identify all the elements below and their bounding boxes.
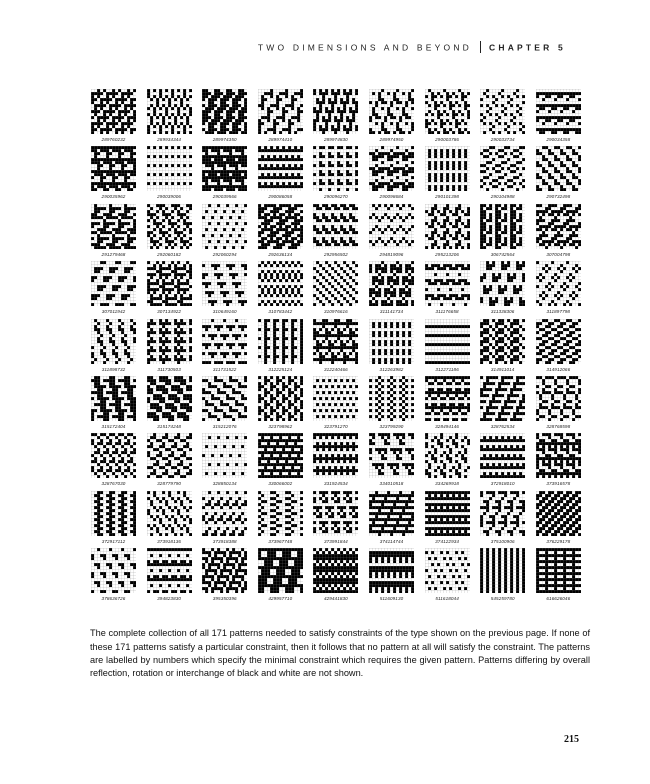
pattern-tile (368, 89, 415, 142)
pattern-tile (257, 376, 304, 429)
pattern-image (313, 204, 358, 249)
pattern-image (313, 89, 358, 134)
pattern-image (536, 204, 581, 249)
pattern-tile (312, 261, 359, 314)
pattern-image (480, 261, 525, 306)
pattern-image (91, 376, 136, 421)
pattern-tile (479, 433, 526, 486)
pattern-tile (368, 146, 415, 199)
pattern-image (147, 433, 192, 478)
pattern-label: 292060294 (212, 251, 237, 257)
pattern-tile (201, 376, 248, 429)
pattern-label: 314911014 (490, 366, 515, 372)
pattern-label: 307004798 (546, 251, 571, 257)
pattern-grid (90, 89, 589, 607)
pattern-tile (201, 491, 248, 544)
pattern-label: 311730503 (157, 366, 181, 372)
pattern-image (480, 548, 525, 593)
pattern-image (258, 548, 303, 593)
pattern-image (369, 204, 414, 249)
chapter-label: CHAPTER 5 (489, 42, 566, 53)
pattern-tile (479, 319, 526, 372)
pattern-tile (146, 319, 193, 372)
pattern-label: 616626046 (546, 596, 571, 602)
pattern-tile (201, 261, 248, 314)
header-divider (480, 41, 481, 53)
pattern-tile (424, 491, 471, 544)
pattern-image (258, 376, 303, 421)
pattern-image (202, 146, 247, 191)
pattern-tile (368, 376, 415, 429)
pattern-tile (90, 433, 137, 486)
pattern-tile (479, 491, 526, 544)
pattern-label: 334010518 (379, 481, 404, 487)
pattern-tile (312, 548, 359, 601)
pattern-tile (312, 204, 359, 257)
pattern-label: 374114744 (379, 538, 404, 544)
pattern-label: 315212076 (212, 424, 237, 429)
pattern-image (91, 146, 136, 191)
pattern-tile (257, 433, 304, 486)
pattern-label: 290104988 (490, 194, 515, 200)
pattern-label: 373918136 (157, 538, 182, 544)
pattern-tile (201, 204, 248, 257)
pattern-image (202, 204, 247, 249)
pattern-image (91, 491, 136, 536)
pattern-tile (479, 261, 526, 314)
pattern-tile (146, 204, 193, 257)
pattern-label: 323799290 (379, 424, 404, 429)
pattern-image (91, 319, 136, 364)
pattern-label: 306742564 (490, 251, 515, 257)
pattern-image (480, 319, 525, 364)
pattern-image (313, 261, 358, 306)
pattern-label: 429441830 (323, 596, 348, 602)
pattern-tile (146, 376, 193, 429)
pattern-tile (146, 261, 193, 314)
pattern-label: 311338306 (490, 309, 515, 315)
pattern-tile (146, 433, 193, 486)
pattern-image (536, 491, 581, 536)
pattern-image (536, 433, 581, 478)
pattern-tile (257, 146, 304, 199)
pattern-image (536, 319, 581, 364)
pattern-label: 328779790 (157, 481, 182, 487)
pattern-label: 328768598 (546, 424, 571, 429)
pattern-label: 310976616 (323, 309, 348, 315)
pattern-image (425, 261, 470, 306)
pattern-label: 328762534 (490, 424, 515, 429)
pattern-image (147, 491, 192, 536)
pattern-image (480, 376, 525, 421)
pattern-label: 290086058 (268, 194, 293, 200)
pattern-image (147, 319, 192, 364)
pattern-image (202, 89, 247, 134)
pattern-image (91, 548, 136, 593)
pattern-image (202, 376, 247, 421)
pattern-tile (201, 319, 248, 372)
pattern-tile (312, 433, 359, 486)
pattern-tile (424, 548, 471, 601)
pattern-image (202, 433, 247, 478)
pattern-label: 289760232 (101, 137, 126, 142)
pattern-image (258, 146, 303, 191)
pattern-image (313, 491, 358, 536)
pattern-label: 545259780 (490, 596, 515, 602)
pattern-label: 289974950 (379, 137, 404, 142)
pattern-image (536, 146, 581, 191)
pattern-label: 292956502 (323, 251, 348, 257)
pattern-image (313, 433, 358, 478)
section-title: TWO DIMENSIONS AND BEYOND (257, 42, 473, 53)
pattern-image (425, 376, 470, 421)
pattern-image (147, 261, 192, 306)
pattern-image (91, 89, 136, 134)
running-head (258, 41, 566, 55)
pattern-image (369, 548, 414, 593)
figure-caption: The complete collection of all 171 patterns needed to satisfy constraints of the type shown on the previous page. If none of these 171 patterns satisfy a particular constraint, then it follows that no pattern at all will satisfy the constraint. The patterns are labelled by numbers which specify the minimal constraint which requires the given pattern. Patterns differing by overall reflection, rotation or interchange of black and white are not shown. (90, 628, 590, 679)
pattern-label: 375100906 (490, 538, 515, 544)
pattern-image (147, 146, 192, 191)
pattern-label: 289974410 (268, 137, 293, 142)
pattern-image (536, 548, 581, 593)
pattern-tile (424, 261, 471, 314)
pattern-image (313, 146, 358, 191)
pattern-label: 511618044 (435, 596, 459, 602)
pattern-label: 429957710 (268, 596, 293, 602)
pattern-tile (257, 491, 304, 544)
pattern-tile (146, 548, 193, 601)
pattern-tile (312, 319, 359, 372)
pattern-image (258, 89, 303, 134)
pattern-label: 376229178 (546, 538, 571, 544)
pattern-tile (424, 89, 471, 142)
pattern-label: 291279468 (101, 251, 126, 257)
pattern-tile (424, 433, 471, 486)
pattern-image (202, 491, 247, 536)
pattern-tile (146, 491, 193, 544)
pattern-image (147, 376, 192, 421)
pattern-image (202, 319, 247, 364)
pattern-tile (90, 376, 137, 429)
pattern-image (425, 146, 470, 191)
pattern-image (369, 146, 414, 191)
pattern-image (369, 319, 414, 364)
pattern-tile (424, 204, 471, 257)
pattern-tile (479, 146, 526, 199)
pattern-image (258, 204, 303, 249)
pattern-image (536, 376, 581, 421)
page-number: 215 (564, 734, 579, 745)
pattern-tile (535, 433, 582, 486)
pattern-image (369, 89, 414, 134)
pattern-tile (535, 261, 582, 314)
pattern-tile (201, 548, 248, 601)
pattern-label: 311176658 (435, 309, 459, 315)
pattern-label: 311141734 (379, 309, 404, 315)
pattern-label: 373916578 (546, 481, 571, 487)
pattern-label: 289974350 (212, 137, 237, 142)
pattern-tile (201, 89, 248, 142)
pattern-image (425, 89, 470, 134)
pattern-label: 314912066 (546, 366, 571, 372)
pattern-tile (479, 548, 526, 601)
pattern-label: 311897798 (546, 309, 571, 315)
pattern-label: 328494146 (435, 424, 460, 429)
pattern-image (202, 261, 247, 306)
pattern-label: 295213206 (435, 251, 460, 257)
pattern-image (369, 376, 414, 421)
pattern-tile (90, 146, 137, 199)
pattern-label: 378636726 (101, 596, 126, 602)
pattern-tile (424, 146, 471, 199)
pattern-label: 311731522 (212, 366, 237, 372)
pattern-tile (368, 548, 415, 601)
pattern-image (480, 89, 525, 134)
pattern-label: 511609130 (379, 596, 404, 602)
pattern-tile (535, 491, 582, 544)
pattern-tile (535, 89, 582, 142)
pattern-tile (368, 433, 415, 486)
pattern-tile (201, 433, 248, 486)
pattern-image (202, 548, 247, 593)
pattern-label: 307134922 (157, 309, 182, 315)
pattern-label: 290033734 (490, 137, 515, 142)
pattern-image (258, 261, 303, 306)
pattern-label: 290035962 (101, 194, 126, 200)
pattern-tile (90, 204, 137, 257)
pattern-label: 328850134 (212, 481, 237, 487)
pattern-label: 290096270 (323, 194, 348, 200)
pattern-tile (424, 376, 471, 429)
pattern-tile (424, 319, 471, 372)
pattern-tile (368, 204, 415, 257)
pattern-tile (90, 319, 137, 372)
pattern-tile (257, 261, 304, 314)
pattern-image (480, 146, 525, 191)
pattern-tile (90, 548, 137, 601)
pattern-label: 290003786 (435, 137, 460, 142)
pattern-label: 292060182 (157, 251, 182, 257)
pattern-tile (312, 146, 359, 199)
pattern-label: 373991844 (323, 538, 348, 544)
pattern-image (313, 319, 358, 364)
pattern-tile (479, 89, 526, 142)
pattern-tile (368, 319, 415, 372)
pattern-label: 394823830 (157, 596, 182, 602)
pattern-image (369, 261, 414, 306)
pattern-image (91, 433, 136, 478)
pattern-label: 294819096 (379, 251, 404, 257)
pattern-label: 372918010 (490, 481, 515, 487)
pattern-image (258, 433, 303, 478)
pattern-tile (479, 204, 526, 257)
pattern-tile (368, 261, 415, 314)
pattern-label: 290098684 (379, 194, 404, 200)
pattern-tile (90, 491, 137, 544)
pattern-tile (257, 89, 304, 142)
pattern-label: 331924534 (323, 481, 348, 487)
pattern-label: 372917112 (101, 538, 126, 544)
pattern-tile (312, 89, 359, 142)
pattern-label: 290034358 (546, 137, 571, 142)
pattern-tile (90, 261, 137, 314)
pattern-tile (257, 204, 304, 257)
pattern-label: 290039566 (212, 194, 237, 200)
pattern-tile (257, 319, 304, 372)
pattern-label: 328767030 (101, 481, 126, 487)
pattern-label: 310783442 (268, 309, 293, 315)
pattern-tile (257, 548, 304, 601)
pattern-label: 312263982 (379, 366, 404, 372)
pattern-tile (90, 89, 137, 142)
pattern-label: 315172404 (101, 424, 126, 429)
pattern-image (425, 548, 470, 593)
pattern-tile (201, 146, 248, 199)
pattern-image (480, 491, 525, 536)
pattern-image (91, 204, 136, 249)
pattern-label: 312240466 (323, 366, 348, 372)
pattern-label: 312225124 (268, 366, 293, 372)
pattern-label: 289934344 (157, 137, 182, 142)
pattern-image (313, 548, 358, 593)
pattern-tile (146, 146, 193, 199)
pattern-tile (368, 491, 415, 544)
pattern-label: 323798962 (268, 424, 293, 429)
pattern-tile (535, 204, 582, 257)
pattern-tile (146, 89, 193, 142)
pattern-image (425, 204, 470, 249)
pattern-image (147, 89, 192, 134)
pattern-image (480, 204, 525, 249)
pattern-label: 373967748 (268, 538, 293, 544)
pattern-label: 310649160 (212, 309, 237, 315)
pattern-image (425, 319, 470, 364)
pattern-image (425, 491, 470, 536)
pattern-label: 307011942 (101, 309, 126, 315)
pattern-image (258, 319, 303, 364)
pattern-tile (312, 376, 359, 429)
pattern-label: 334269918 (435, 481, 460, 487)
pattern-label: 290101398 (435, 194, 460, 200)
pattern-image (369, 491, 414, 536)
pattern-tile (535, 548, 582, 601)
pattern-tile (479, 376, 526, 429)
pattern-tile (535, 146, 582, 199)
pattern-image (313, 376, 358, 421)
pattern-image (258, 491, 303, 536)
pattern-tile (312, 491, 359, 544)
pattern-label: 330066002 (268, 481, 293, 487)
pattern-tile (535, 319, 582, 372)
pattern-image (536, 89, 581, 134)
pattern-label: 311898732 (101, 366, 126, 372)
pattern-label: 395350396 (212, 596, 237, 602)
pattern-label: 289974830 (323, 137, 348, 142)
pattern-label: 315174248 (157, 424, 182, 429)
pattern-label: 290039006 (157, 194, 182, 200)
pattern-image (369, 433, 414, 478)
pattern-image (480, 433, 525, 478)
pattern-label: 312271186 (435, 366, 459, 372)
pattern-label: 373918388 (212, 538, 237, 544)
pattern-tile (535, 376, 582, 429)
pattern-label: 290732498 (546, 194, 571, 200)
pattern-label: 323791270 (323, 424, 348, 429)
pattern-image (536, 261, 581, 306)
pattern-label: 292636134 (268, 251, 293, 257)
pattern-image (147, 548, 192, 593)
pattern-label: 374122934 (435, 538, 460, 544)
pattern-image (91, 261, 136, 306)
pattern-image (147, 204, 192, 249)
pattern-image (425, 433, 470, 478)
